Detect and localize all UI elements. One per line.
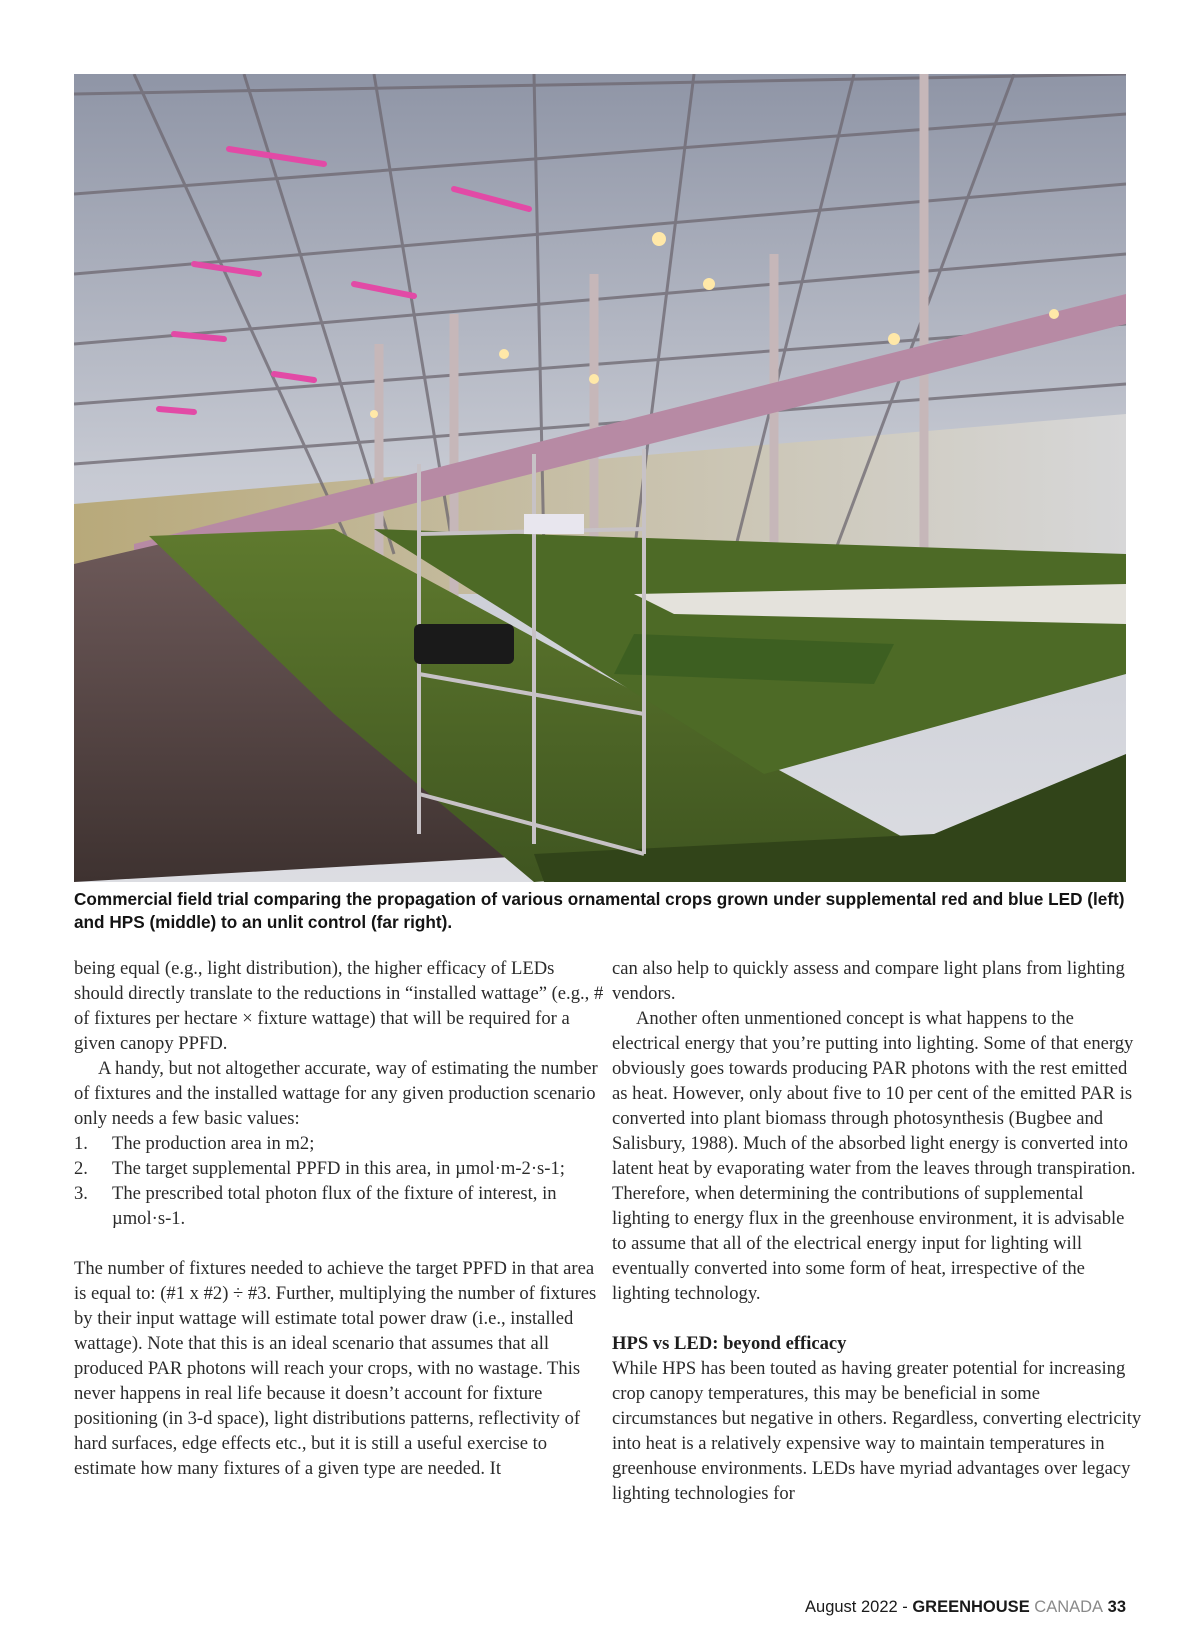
list-item [74, 1156, 604, 1181]
footer-brand-bold: GREENHOUSE [912, 1598, 1030, 1616]
photo-caption: Commercial field trial comparing the propagation of various ornamental crops grown under supplemental red and blue LED (left) and HPS (middle) to an unlit control (far right). [74, 889, 1125, 932]
section-heading: HPS vs LED: beyond efficacy [612, 1333, 847, 1354]
list-number: 1. [74, 1133, 88, 1154]
paragraph-gap [612, 1306, 1142, 1331]
page-number: 33 [1103, 1598, 1126, 1616]
paragraph-gap [74, 1231, 604, 1256]
right-column [612, 956, 1142, 1506]
greenhouse-illustration [74, 74, 1126, 882]
greenhouse-photo [74, 74, 1126, 882]
list-number: 2. [74, 1158, 88, 1179]
left-paragraph-2: A handy, but not altogether accurate, way of estimating the number of fixtures and the installed wattage for any given production scenario only needs a few basic values: [74, 1058, 598, 1129]
values-list [74, 1131, 604, 1231]
footer-brand-light: CANADA [1029, 1598, 1104, 1616]
footer-date: August 2022 - [805, 1598, 913, 1616]
right-paragraph-3: While HPS has been touted as having greater potential for increasing crop canopy temperatures, this may be beneficial in some circumstances but negative in others. Regardless, converting electricity into heat is a relatively expensive way to maintain temperatures in greenhouse environments. LEDs have myriad advantages over legacy lighting technologies for [612, 1358, 1142, 1504]
list-text: The prescribed total photon flux of the fixture of interest, in µmol·s-1. [112, 1183, 557, 1229]
left-column [74, 956, 604, 1481]
list-text: The production area in m2; [112, 1133, 315, 1154]
list-text: The target supplemental PPFD in this area, in µmol·m-2·s-1; [112, 1158, 565, 1179]
page-footer [805, 1597, 1126, 1617]
left-paragraph-3: The number of fixtures needed to achieve the target PPFD in that area is equal to: (#1 x #2) ÷ #3. Further, multiplying the number of fixtures by their input wattage will estimate total power draw (i.e., installed wattage). Note that this is an ideal scenario that assumes that all produced PAR photons will reach your crops, with no wastage. This never happens in real life because it doesn’t account for fixture positioning (in 3-d space), light distributions patterns, reflectivity of hard surfaces, edge effects etc., but it is still a useful exercise to estimate how many fixtures of a given type are needed. It [74, 1258, 597, 1479]
list-item [74, 1181, 604, 1231]
list-item [74, 1131, 604, 1156]
list-number: 3. [74, 1183, 88, 1204]
right-paragraph-1: can also help to quickly assess and compare light plans from lighting vendors. [612, 958, 1125, 1004]
right-paragraph-2: Another often unmentioned concept is what happens to the electrical energy that you’re putting into lighting. Some of that energy obviously goes towards producing PAR photons with the rest emitted as heat. However, only about five to 10 per cent of the emitted PAR is converted into plant biomass through photosynthesis (Bugbee and Salisbury, 1988). Much of the absorbed light energy is converted into latent heat by evaporating water from the leaves through transpiration. Therefore, when determining the contributions of supplemental lighting to energy flux in the greenhouse environment, it is advisable to assume that all of the electrical energy input for lighting will eventually converted into some form of heat, irrespective of the lighting technology. [612, 1008, 1136, 1304]
left-paragraph-1: being equal (e.g., light distribution), the higher efficacy of LEDs should directly translate to the reductions in “installed wattage” (e.g., # of fixtures per hectare × fixture wattage) that will be required for a given canopy PPFD. [74, 958, 604, 1054]
